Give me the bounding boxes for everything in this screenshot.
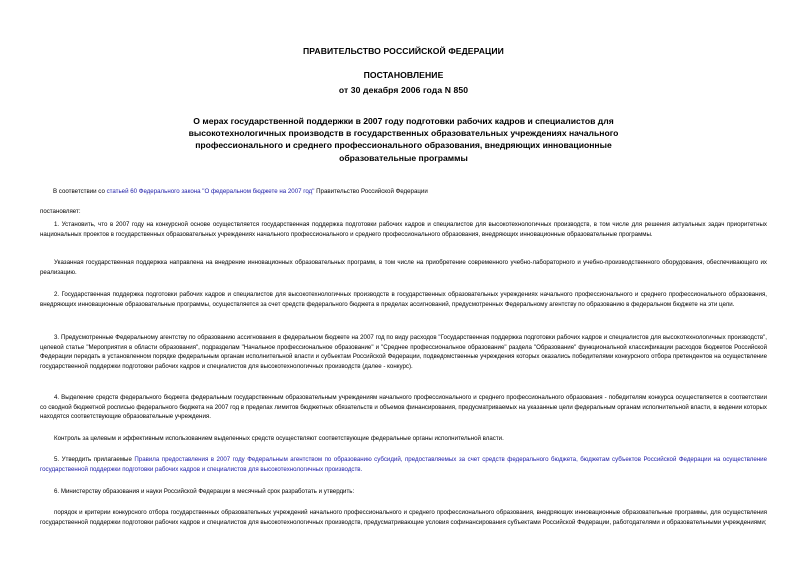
federal-law-link[interactable]: статьей 60 Федерального закона "О федеральном бюджете на 2007 год" xyxy=(106,188,315,195)
document-type-heading: ПОСТАНОВЛЕНИЕ xyxy=(363,70,444,80)
date-number-heading: от 30 декабря 2006 года N 850 xyxy=(338,85,469,95)
paragraph-5-text: 5. Утвердить прилагаемые xyxy=(54,456,135,463)
paragraph-4: 4. Выделение средств федерального бюджета федеральным государственным образовательным учреждениям начального профессионального и среднего профессионального образования - победителям конкурса осуществляется в соответствии со сводной бюджетной росписью федерального бюджета на 2007 год в пределах лимитов бюджетных обязательств и объемов финансирования, предусматриваемых на указанные цели федеральным органам исполнительной власти, в ведении которых находятся соответствующие образовательные учреждения. xyxy=(40,394,767,420)
paragraph-3: 3. Предусмотренные Федеральному агентству по образованию ассигнования в федеральном бюджете на 2007 год по виду расходов "Государственная поддержка подготовки рабочих кадров и специалистов для высокотехнологичных производств", целевой статье "Мероприятия в области образования", подразделам "Начальное профессиональное образование" и "Среднее профессиональное образование" раздела "Образование" функциональной классификации расходов бюджетов Российской Федерации передать в установленном порядке федеральным органам исполнительной власти и субъектам Российской Федерации, подведомственные учреждения которых оказались победителями конкурсного отбора претендентов на осуществление государственной поддержки подготовки рабочих кадров и специалистов для высокотехнологичных производств (далее - конкурс). xyxy=(40,334,767,370)
government-heading: ПРАВИТЕЛЬСТВО РОССИЙСКОЙ ФЕДЕРАЦИИ xyxy=(303,46,504,56)
paragraph-6-item: порядок и критерии конкурсного отбора государственных образовательных учреждений начального профессионального и среднего профессионального образования, внедряющих инновационные образовательные программы, для осуществления государственной поддержки подготовки рабочих кадров и специалистов для высокотехнологичных производств, предусматривающие условия софинансирования субъектами Российской Федерации, работодателями и образовательными учреждениями; xyxy=(40,509,767,526)
paragraph-2: 2. Государственная поддержка подготовки рабочих кадров и специалистов для высокотехнологичных производств в государственных образовательных учреждениях начального профессионального и среднего профессионального образования, внедряющих инновационные образовательные программы, осуществляется за счет средств федерального бюджета в пределах ассигнований, предусмотренных Федеральному агентству по образованию в федеральном бюджете на эти цели. xyxy=(40,291,767,308)
paragraph-1: 1. Установить, что в 2007 году на конкурсной основе осуществляется государственная поддержка подготовки рабочих кадров и специалистов для высокотехнологичных производств, в том числе для решения актуальных задач приоритетных национальных проектов в государственных образовательных учреждениях начального профессионального и среднего профессионального образования, внедряющих инновационные образовательные программы. xyxy=(40,221,767,238)
rules-link[interactable]: Правила предоставления в 2007 году Федеральным агентством по образованию субсидий, предоставляемых за счет средств федерального бюджета, бюджетам субъектов Российской Федерации на осуществление государственной поддержки подготовки рабочих кадров и специалистов для высокотехнологичных производств. xyxy=(40,456,768,473)
preamble-text-before: В соответствии со xyxy=(53,188,107,195)
preamble-text-after: Правительство Российской Федерации xyxy=(314,188,428,195)
paragraph-4-control: Контроль за целевым и эффективным использованием выделенных средств осуществляют соответствующие федеральные органы исполнительной власти. xyxy=(54,435,504,442)
preamble xyxy=(53,187,753,197)
document-title: О мерах государственной поддержки в 2007 году подготовки рабочих кадров и специалистов для высокотехнологичных производств в государственных образовательных учреждениях начального профессионального и среднего профессионального образования, внедряющих инновационные образовательные программы xyxy=(188,116,619,163)
decides-text: постановляет: xyxy=(40,208,81,215)
paragraph-6: 6. Министерству образования и науки Российской Федерации в месячный срок разработать и утвердить: xyxy=(54,488,355,495)
paragraph-5 xyxy=(40,455,767,474)
paragraph-1-support: Указанная государственная поддержка направлена на внедрение инновационных образовательных программ, в том числе на приобретение современного учебно-лабораторного и учебно-производственного оборудования, обеспечивающего их реализацию. xyxy=(40,259,767,276)
